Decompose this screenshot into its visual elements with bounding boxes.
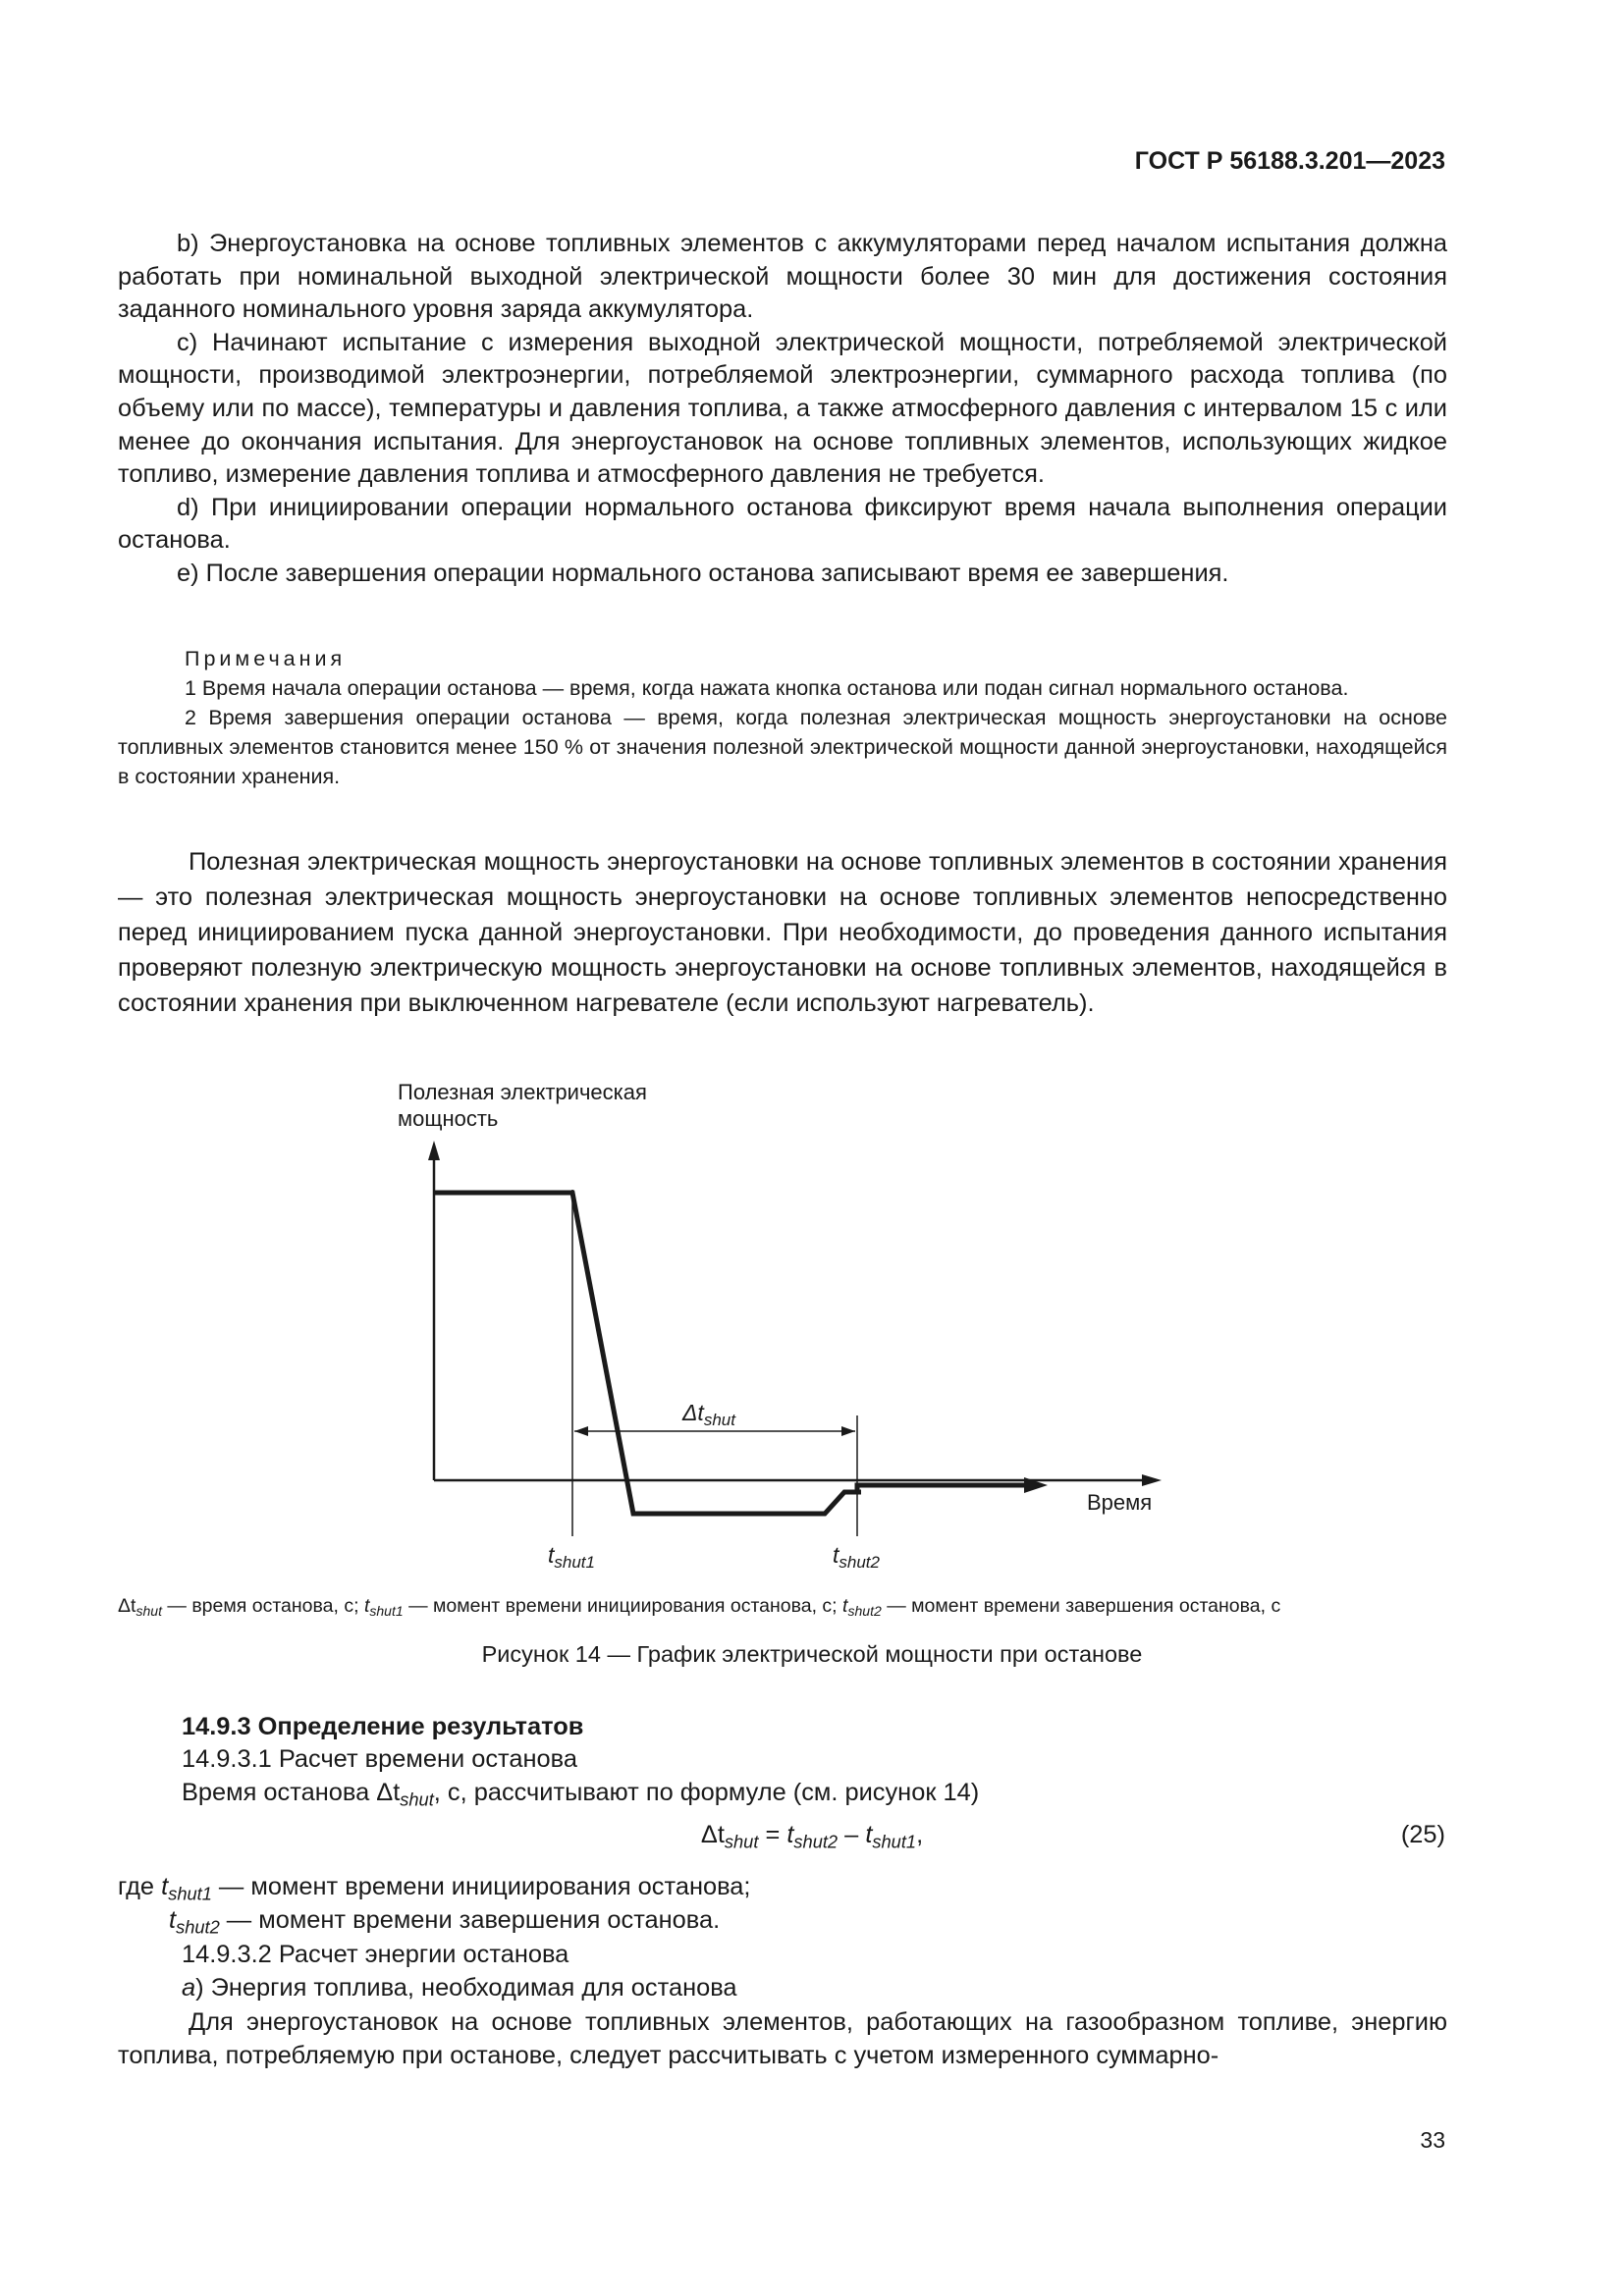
legend-sub2: shut1 <box>369 1603 404 1620</box>
subsection-2: 14.9.3.2 Расчет энергии останова <box>182 1941 569 1968</box>
formula-25 <box>0 1821 1624 1852</box>
f-minus: – <box>838 1821 866 1848</box>
x-axis-arrow <box>1142 1474 1162 1486</box>
legend-sub1: shut <box>135 1603 162 1620</box>
t-shut2-label: $t_{shut2}$ <box>833 1542 880 1572</box>
intro-sub: shut <box>400 1789 434 1810</box>
intro-delta: Δt <box>376 1779 401 1806</box>
t-shut1-label: $t_{shut1}$ <box>548 1542 595 1572</box>
delta-arrow-left <box>574 1426 588 1436</box>
intro-b: , с, рассчитывают по формуле (см. рисунок 14) <box>433 1779 980 1806</box>
last-paragraph: Для энергоустановок на основе топливных элементов, работающих на газообразном топливе, энергию топлива, потребляемую при останове, следует рассчитывать с учетом измеренного суммарно- <box>118 2008 1447 2069</box>
item-a <box>182 1974 737 2002</box>
legend-delta: Δt <box>118 1595 136 1617</box>
power-graph <box>388 1070 1173 1580</box>
page-number: 33 <box>1420 2127 1445 2153</box>
paragraph-block <box>118 844 1447 1021</box>
notes-block <box>118 644 1447 791</box>
f-end: , <box>916 1821 924 1848</box>
where-word: где <box>118 1873 155 1900</box>
figure-caption: Рисунок 14 — График электрической мощности при останове <box>481 1641 1143 1667</box>
legend-part3: — момент времени завершения останова, с <box>881 1595 1281 1617</box>
legend-sub3: shut2 <box>847 1603 882 1620</box>
time-formula-intro <box>182 1779 979 1810</box>
item-d: d) При инициировании операции нормального останова фиксируют время начала выполнения операции останова. <box>118 493 1447 555</box>
legend-part1: — время останова, с; <box>161 1595 364 1617</box>
note-2: 2 Время завершения операции останова — время, когда полезная электрическая мощность энергоустановки на основе топливных элементов становится менее 150 % от значения полезной электрической мощности данной энергоустановки, находящейся в состоянии хранения. <box>118 706 1447 788</box>
w2-t: t <box>169 1906 177 1934</box>
w2-sub: shut2 <box>176 1916 220 1938</box>
w1-t: t <box>161 1873 169 1900</box>
y-axis-label-1: Полезная электрическая <box>398 1080 647 1104</box>
notes-title: Примечания <box>185 647 347 670</box>
f-eq: = <box>758 1821 787 1848</box>
doc-header: ГОСТ Р 56188.3.201—2023 <box>1134 147 1445 175</box>
f-s2: shut1 <box>872 1831 917 1852</box>
f-t2: t <box>865 1821 873 1848</box>
item-a-letter: а <box>182 1974 196 2002</box>
note-1: 1 Время начала операции останова — время, когда нажата кнопка останова или подан сигнал нормального останова. <box>185 676 1349 700</box>
where-1 <box>118 1873 750 1904</box>
y-axis-arrow <box>428 1141 440 1160</box>
power-shutdown-figure <box>388 1070 1173 1580</box>
x-axis-label: Время <box>1087 1490 1153 1515</box>
item-b: b) Энергоустановка на основе топливных элементов с аккумуляторами перед началом испытания должна работать при номинальной выходной электрической мощности более 30 мин для достижения состояния заданного номинального уровня заряда аккумулятора. <box>118 230 1447 324</box>
f-lhs-sub: shut <box>724 1831 759 1852</box>
f-s1: shut2 <box>793 1831 839 1852</box>
subsection-1: 14.9.3.1 Расчет времени останова <box>182 1745 577 1773</box>
figure-legend <box>118 1595 1447 1619</box>
last-paragraph-block <box>118 2006 1447 2072</box>
f-lhs: Δt <box>700 1821 725 1848</box>
equation-number: (25) <box>1400 1821 1445 1848</box>
item-a-text: ) Энергия топлива, необходимая для останова <box>195 1974 737 2002</box>
power-curve <box>434 1193 977 1514</box>
section-heading: 14.9.3 Определение результатов <box>182 1713 584 1740</box>
w1-text: — момент времени инициирования останова; <box>211 1873 751 1900</box>
delta-t-shut-label: $\Delta t_{shut}$ <box>682 1400 735 1429</box>
legend-part2: — момент времени инициирования останова, с; <box>403 1595 843 1617</box>
y-axis-label-2: мощность <box>398 1106 499 1131</box>
w1-sub: shut1 <box>168 1883 212 1904</box>
item-e: e) После завершения операции нормального останова записывают время ее завершения. <box>177 559 1229 587</box>
f-t1: t <box>786 1821 794 1848</box>
storage-paragraph: Полезная электрическая мощность энергоустановки на основе топливных элементов в состоянии хранения — это полезная электрическая мощность энергоустановки на основе топливных элементов непосредственно перед инициированием пуска данной энергоустановки. При необходимости, до проведения данного испытания проверяют полезную электрическую мощность энергоустановки на основе топливных элементов, находящейся в состоянии хранения при выключенном нагревателе (если используют нагреватель). <box>118 848 1447 1017</box>
legend-t1: t <box>363 1595 370 1617</box>
where-2 <box>169 1906 720 1938</box>
item-c: c) Начинают испытание с измерения выходной электрической мощности, потребляемой электрической мощности, производимой электроэнергии, потребляемой электроэнергии, суммарного расхода топлива (по объему или по массе), температуры и давления топлива, а также атмосферного давления с интервалом 15 с или менее до окончания испытания. Для энергоустановок на основе топливных элементов, использующих жидкое топливо, измерение давления топлива и атмосферного давления не требуется. <box>118 328 1447 489</box>
legend-t2: t <box>842 1595 848 1617</box>
list-block <box>118 228 1447 591</box>
intro-a: Время останова <box>182 1779 377 1806</box>
delta-arrow-right <box>841 1426 855 1436</box>
w2-text: — момент времени завершения останова. <box>219 1906 721 1934</box>
